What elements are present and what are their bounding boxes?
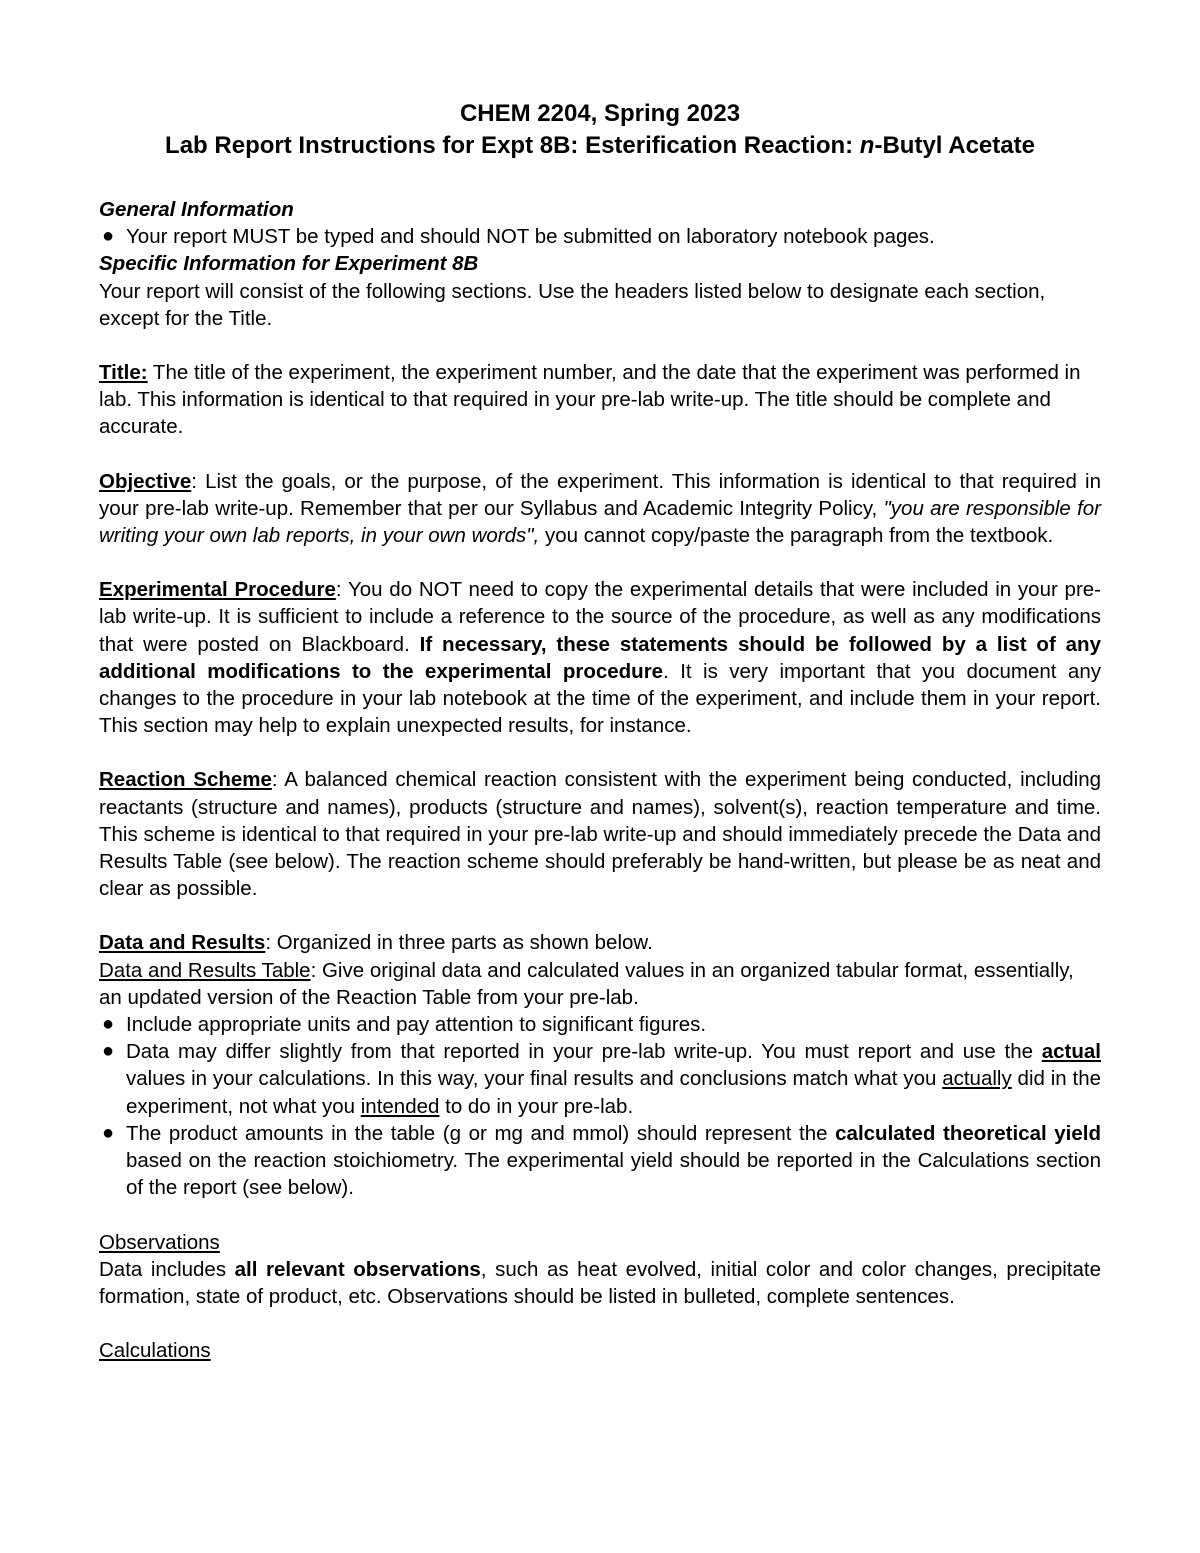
data-results-table-text: Data and Results Table: Give original data and calculated values in an organized tabular format, essentially, an updated version of the Reaction Table from your pre-lab. [99, 958, 1074, 1009]
bullet-icon: ● [101, 225, 115, 248]
reaction-scheme-section: Reaction Scheme: A balanced chemical reaction consistent with the experiment being conducted, including reactants (structure and names), products (structure and names), solvent(s), reaction temperature and time. This scheme is identical to that required in your pre-lab write-up and should immediately precede the Data and Results Table (see below). The reaction scheme should preferably be hand-written, but please be as neat and clear as possible. [99, 768, 1101, 901]
list-item: ● Include appropriate units and pay attention to significant figures. [99, 1011, 1101, 1038]
title-section: Title: The title of the experiment, the experiment number, and the date that the experiment was performed in lab. This information is identical to that required in your pre-lab write-up. The title should be complete and accurate. [99, 361, 1081, 439]
objective-label: Objective [99, 469, 192, 493]
specific-information-heading: Specific Information for Experiment 8B [99, 252, 479, 276]
data-results-label: Data and Results [99, 931, 266, 955]
data-results-section: Data and Results: Organized in three parts as shown below. [99, 931, 653, 955]
general-information-list [99, 223, 1101, 250]
title-section-label: Title: [99, 361, 148, 385]
observations-heading: Observations [99, 1230, 220, 1254]
list-item: ● Your report MUST be typed and should NOT be submitted on laboratory notebook pages. [99, 223, 1101, 250]
calculations-heading: Calculations [99, 1339, 211, 1363]
general-information-heading: General Information [99, 198, 294, 221]
title-line-1: CHEM 2204, Spring 2023 [459, 100, 741, 127]
document-title [99, 98, 1101, 162]
list-item: ● The product amounts in the table (g or mg and mmol) should represent the calculated theoretical yield based on the reaction stoichiometry. The experimental yield should be reported in the Calculations section of the report (see below). [101, 1121, 1102, 1200]
experimental-procedure-section: Experimental Procedure: You do NOT need to copy the experimental details that were included in your pre-lab write-up. It is sufficient to include a reference to the source of the procedure, as well as any modifications that were posted on Blackboard. If necessary, these statements should be followed by a list of any additional modifications to the experimental procedure. It is very important that you document any changes to the procedure in your lab notebook at the time of the experiment, and include them in your report. This section may help to explain unexpected results, for instance. [99, 578, 1101, 738]
bullet-icon: ● [101, 1040, 115, 1063]
objective-section: Objective: List the goals, or the purpose, of the experiment. This information is identical to that required in your pre-lab write-up. Remember that per our Syllabus and Academic Integrity Policy, "you are responsible for writing your own lab reports, in your own words", you cannot copy/paste the paragraph from the textbook. [99, 469, 1101, 548]
bullet-icon: ● [101, 1121, 115, 1144]
data-results-table-label: Data and Results Table [99, 958, 311, 982]
reaction-scheme-label: Reaction Scheme [99, 768, 272, 792]
observations-text: Data includes all relevant observations, such as heat evolved, initial color and color changes, precipitate formation, state of product, etc. Observations should be listed in bulleted, complete sentences. [99, 1257, 1101, 1308]
list-item: ● Data may differ slightly from that reported in your pre-lab write-up. You must report and use the actual values in your calculations. In this way, your final results and conclusions match what you actually did in the experiment, not what you intended to do in your pre-lab. [101, 1040, 1101, 1118]
experimental-procedure-label: Experimental Procedure [99, 578, 336, 602]
bullet-icon: ● [101, 1013, 115, 1036]
title-line-2: Lab Report Instructions for Expt 8B: Esterification Reaction: n-Butyl Acetate [165, 132, 1035, 159]
data-results-list [99, 1011, 1101, 1201]
specific-information-text: Your report will consist of the following sections. Use the headers listed below to designate each section, except for the Title. [99, 279, 1046, 330]
